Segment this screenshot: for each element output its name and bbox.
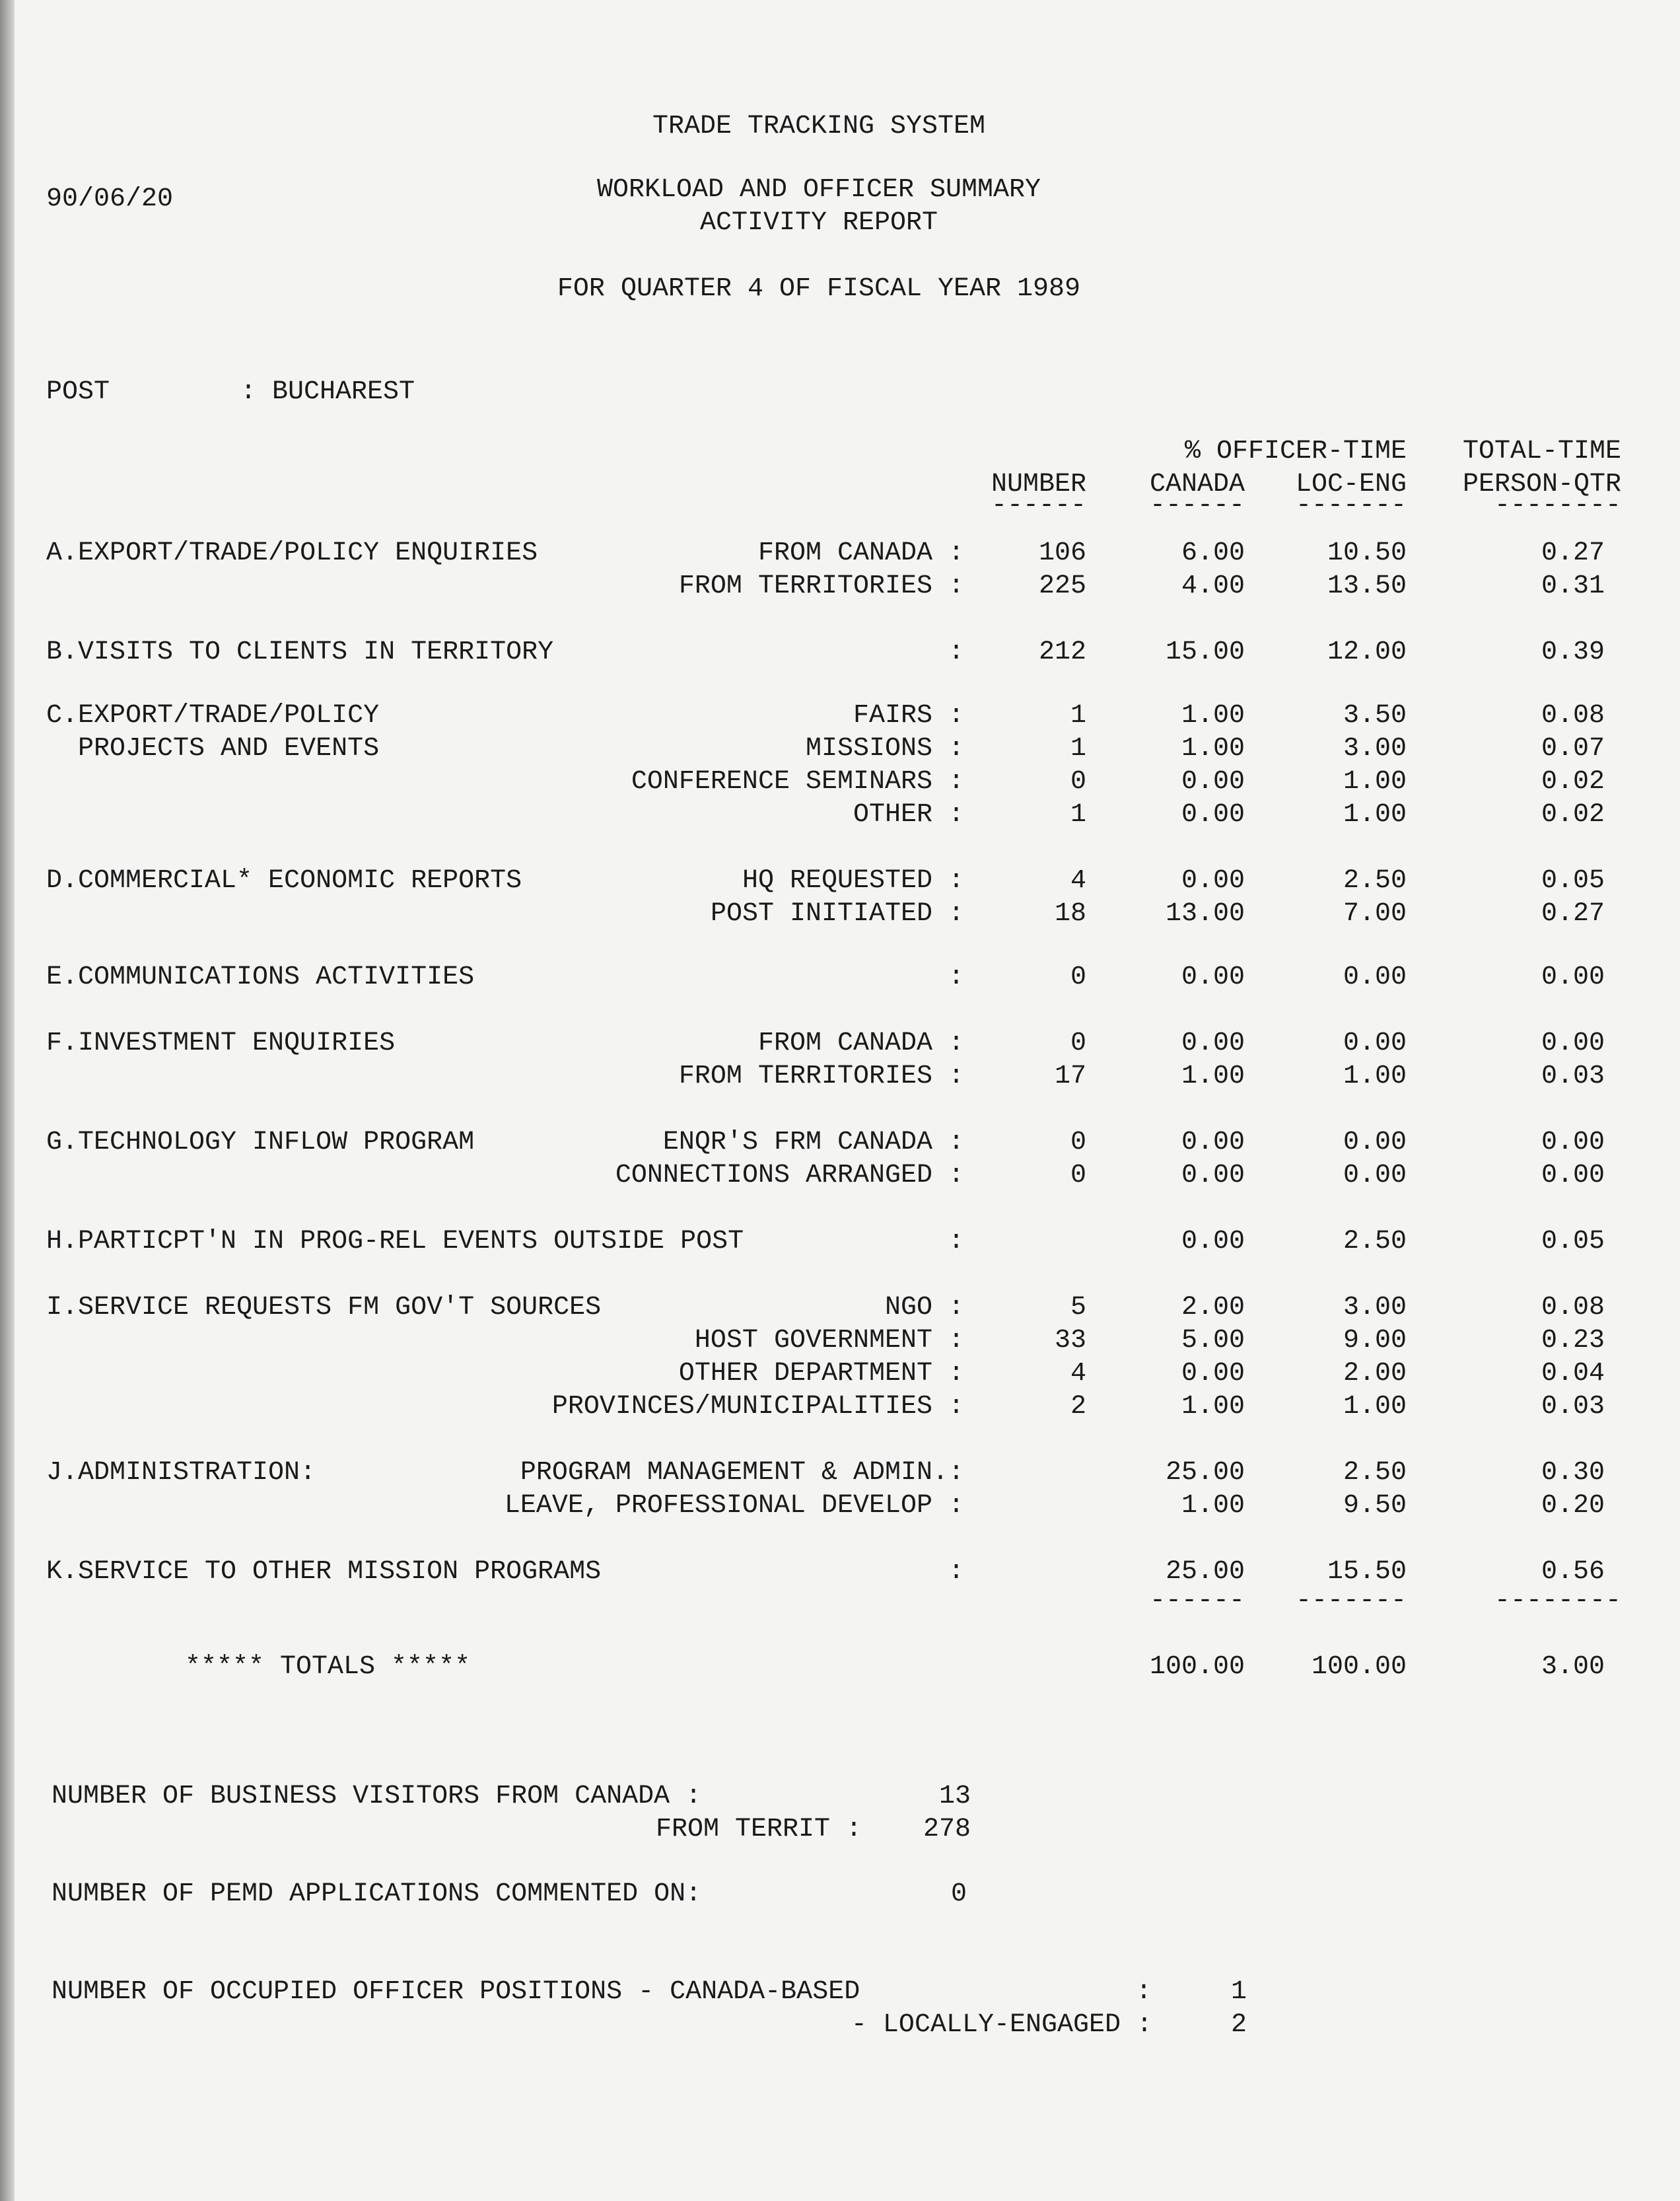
row-category: A.EXPORT/TRADE/POLICY ENQUIRIES [46,538,538,568]
system-title: TRADE TRACKING SYSTEM [652,112,986,141]
row-canada-pct: 1.00 [1181,1062,1245,1091]
row-canada-pct: 0.00 [1181,866,1245,896]
row-person-qtr: 0.08 [1541,1293,1605,1322]
loc-eng-header: LOC-ENG [1295,470,1407,499]
row-subcategory: FROM CANADA : [757,1028,964,1058]
row-subcategory: LEAVE, PROFESSIONAL DEVELOP : [504,1491,964,1521]
row-subcategory: PROGRAM MANAGEMENT & ADMIN.: [520,1458,964,1488]
row-loc-eng-pct: 1.00 [1343,767,1407,797]
row-category: J.ADMINISTRATION: [46,1458,316,1488]
row-number: 17 [1054,1062,1086,1091]
row-subcategory: : [948,1557,964,1587]
row-loc-eng-pct: 0.00 [1343,1128,1407,1157]
row-loc-eng-pct: 13.50 [1327,571,1407,601]
total-time-header: TOTAL-TIME [1462,437,1621,466]
row-number: 2 [1070,1392,1086,1422]
row-category: C.EXPORT/TRADE/POLICY [46,701,380,731]
row-loc-eng-pct: 0.00 [1343,962,1407,992]
pemd-applications-label: NUMBER OF PEMD APPLICATIONS COMMENTED ON: [52,1879,702,1909]
row-person-qtr: 0.07 [1541,734,1605,764]
row-subcategory: HQ REQUESTED : [742,866,964,896]
row-person-qtr: 0.23 [1541,1326,1605,1355]
row-number: 212 [1038,637,1086,667]
row-person-qtr: 0.04 [1541,1359,1605,1389]
row-loc-eng-pct: 2.50 [1343,866,1407,896]
totals-loc-eng: 100.00 [1311,1652,1407,1682]
row-loc-eng-pct: 0.00 [1343,1161,1407,1190]
row-number: 18 [1054,899,1086,929]
row-person-qtr: 0.27 [1541,538,1605,568]
row-loc-eng-pct: 3.00 [1343,1293,1407,1322]
officer-positions-canada: 1 [1231,1977,1247,2007]
row-person-qtr: 0.30 [1541,1458,1605,1488]
row-category: I.SERVICE REQUESTS FM GOV'T SOURCES [46,1293,602,1322]
pemd-applications-value: 0 [951,1879,967,1909]
row-canada-pct: 25.00 [1165,1458,1245,1488]
officer-positions-local-label: - LOCALLY-ENGAGED : [851,2010,1152,2040]
row-number: 1 [1070,800,1086,830]
pct-officer-time-header: % OFFICER-TIME [1184,437,1407,466]
row-loc-eng-pct: 10.50 [1327,538,1407,568]
row-subcategory: FAIRS : [853,701,964,731]
totals-label: ***** TOTALS ***** [185,1652,471,1682]
row-person-qtr: 0.03 [1541,1392,1605,1422]
row-person-qtr: 0.05 [1541,1227,1605,1256]
row-loc-eng-pct: 1.00 [1343,800,1407,830]
row-person-qtr: 0.08 [1541,701,1605,731]
row-canada-pct: 1.00 [1181,734,1245,764]
row-canada-pct: 0.00 [1181,800,1245,830]
row-person-qtr: 0.20 [1541,1491,1605,1521]
row-number: 1 [1070,734,1086,764]
row-canada-pct: 25.00 [1165,1557,1245,1587]
row-loc-eng-pct: 2.50 [1343,1227,1407,1256]
row-subcategory: ENQR'S FRM CANADA : [662,1128,964,1157]
canada-total-rule: ------ [1149,1586,1245,1616]
row-number: 33 [1054,1326,1086,1355]
canada-rule: ------ [1149,491,1245,521]
row-loc-eng-pct: 2.00 [1343,1359,1407,1389]
row-person-qtr: 0.00 [1541,1028,1605,1058]
business-visitors-canada: 13 [938,1782,971,1811]
row-loc-eng-pct: 15.50 [1327,1557,1407,1587]
row-category: PROJECTS AND EVENTS [46,734,380,764]
business-visitors-territ-label: FROM TERRIT : [655,1815,862,1844]
row-canada-pct: 0.00 [1181,1028,1245,1058]
row-canada-pct: 15.00 [1165,637,1245,667]
report-period: FOR QUARTER 4 OF FISCAL YEAR 1989 [557,274,1081,304]
row-canada-pct: 1.00 [1181,701,1245,731]
row-number: 0 [1070,962,1086,992]
row-subcategory: CONFERENCE SEMINARS : [631,767,964,797]
row-subcategory: MISSIONS : [805,734,964,764]
row-category: E.COMMUNICATIONS ACTIVITIES [46,962,475,992]
row-loc-eng-pct: 3.00 [1343,734,1407,764]
person-qtr-total-rule: -------- [1494,1586,1621,1616]
row-number: 4 [1070,1359,1086,1389]
row-canada-pct: 1.00 [1181,1392,1245,1422]
row-person-qtr: 0.00 [1541,1128,1605,1157]
row-number: 0 [1070,767,1086,797]
row-person-qtr: 0.56 [1541,1557,1605,1587]
row-category: B.VISITS TO CLIENTS IN TERRITORY [46,637,554,667]
business-visitors-territ: 278 [923,1815,971,1844]
row-subcategory: POST INITIATED : [710,899,964,929]
person-qtr-rule: -------- [1494,491,1621,521]
row-person-qtr: 0.00 [1541,962,1605,992]
row-canada-pct: 2.00 [1181,1293,1245,1322]
loc-eng-total-rule: ------- [1295,1586,1407,1616]
row-canada-pct: 0.00 [1181,1359,1245,1389]
row-number: 0 [1070,1028,1086,1058]
row-subcategory: CONNECTIONS ARRANGED : [615,1161,964,1190]
row-canada-pct: 0.00 [1181,1161,1245,1190]
row-loc-eng-pct: 2.50 [1343,1458,1407,1488]
row-person-qtr: 0.31 [1541,571,1605,601]
row-number: 0 [1070,1161,1086,1190]
row-canada-pct: 0.00 [1181,1227,1245,1256]
row-subcategory: OTHER : [853,800,964,830]
row-canada-pct: 0.00 [1181,962,1245,992]
row-loc-eng-pct: 1.00 [1343,1062,1407,1091]
post-value: : BUCHAREST [240,377,415,407]
row-subcategory: PROVINCES/MUNICIPALITIES : [551,1392,964,1422]
row-loc-eng-pct: 3.50 [1343,701,1407,731]
row-number: 225 [1038,571,1086,601]
row-canada-pct: 0.00 [1181,767,1245,797]
row-category: G.TECHNOLOGY INFLOW PROGRAM [46,1128,475,1157]
totals-person-qtr: 3.00 [1541,1652,1605,1682]
row-loc-eng-pct: 9.50 [1343,1491,1407,1521]
page-edge-shadow [0,0,15,2201]
row-loc-eng-pct: 7.00 [1343,899,1407,929]
row-person-qtr: 0.27 [1541,899,1605,929]
row-subcategory: FROM TERRITORIES : [678,1062,964,1091]
row-subcategory: : [948,962,964,992]
canada-header: CANADA [1149,470,1245,499]
row-subcategory: OTHER DEPARTMENT : [678,1359,964,1389]
officer-positions-label: NUMBER OF OCCUPIED OFFICER POSITIONS - CANADA-BASED [52,1977,860,2007]
row-canada-pct: 0.00 [1181,1128,1245,1157]
row-person-qtr: 0.02 [1541,767,1605,797]
row-number: 1 [1070,701,1086,731]
row-subcategory: HOST GOVERNMENT : [694,1326,964,1355]
row-category: K.SERVICE TO OTHER MISSION PROGRAMS [46,1557,602,1587]
row-category: D.COMMERCIAL* ECONOMIC REPORTS [46,866,522,896]
row-canada-pct: 1.00 [1181,1491,1245,1521]
row-canada-pct: 6.00 [1181,538,1245,568]
row-subcategory: FROM CANADA : [757,538,964,568]
row-person-qtr: 0.05 [1541,866,1605,896]
post-label: POST [46,377,110,407]
row-subcategory: : [948,1227,964,1256]
report-title-line-1: WORKLOAD AND OFFICER SUMMARY [596,175,1041,205]
officer-positions-local: 2 [1231,2010,1247,2040]
totals-canada: 100.00 [1149,1652,1245,1682]
number-header: NUMBER [991,470,1086,499]
row-number: 106 [1038,538,1086,568]
row-number: 5 [1070,1293,1086,1322]
row-subcategory: : [948,637,964,667]
report-title-line-2: ACTIVITY REPORT [699,208,938,238]
business-visitors-label: NUMBER OF BUSINESS VISITORS FROM CANADA : [52,1782,702,1811]
row-person-qtr: 0.02 [1541,800,1605,830]
row-category: F.INVESTMENT ENQUIRIES [46,1028,396,1058]
loc-eng-rule: ------- [1295,491,1407,521]
row-category: H.PARTICPT'N IN PROG-REL EVENTS OUTSIDE POST [46,1227,744,1256]
row-person-qtr: 0.00 [1541,1161,1605,1190]
row-canada-pct: 4.00 [1181,571,1245,601]
row-subcategory: NGO : [884,1293,964,1322]
report-date: 90/06/20 [46,184,174,214]
number-rule: ------ [991,491,1086,521]
row-person-qtr: 0.03 [1541,1062,1605,1091]
row-canada-pct: 5.00 [1181,1326,1245,1355]
row-person-qtr: 0.39 [1541,637,1605,667]
row-loc-eng-pct: 12.00 [1327,637,1407,667]
row-loc-eng-pct: 1.00 [1343,1392,1407,1422]
officer-positions-colon: : [1136,1977,1152,2007]
person-qtr-header: PERSON-QTR [1462,470,1621,499]
row-loc-eng-pct: 9.00 [1343,1326,1407,1355]
row-subcategory: FROM TERRITORIES : [678,571,964,601]
row-number: 0 [1070,1128,1086,1157]
row-number: 4 [1070,866,1086,896]
row-loc-eng-pct: 0.00 [1343,1028,1407,1058]
row-canada-pct: 13.00 [1165,899,1245,929]
